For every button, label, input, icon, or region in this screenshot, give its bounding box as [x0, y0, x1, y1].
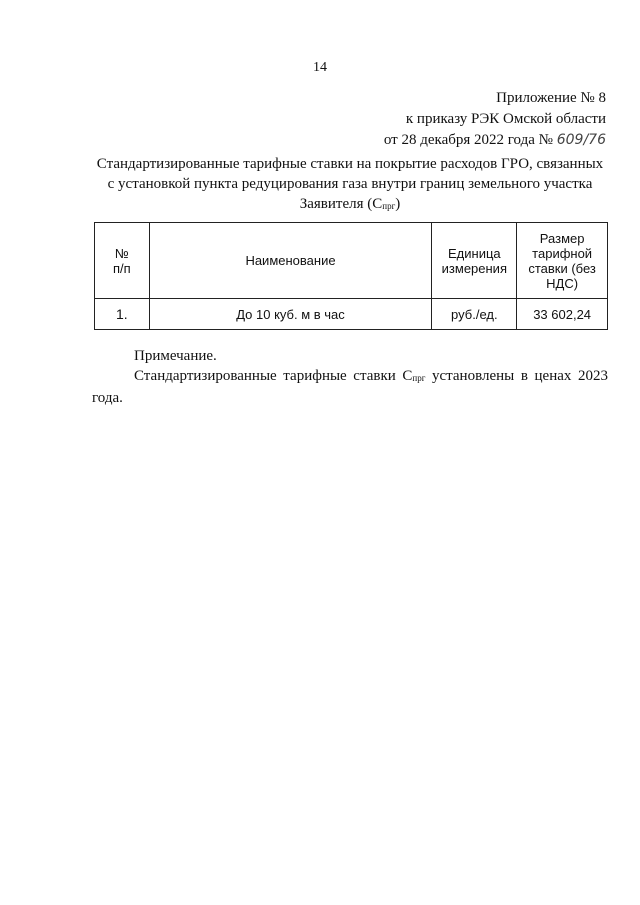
appendix-title: Приложение № 8 [496, 90, 606, 106]
title-close: ) [395, 196, 401, 212]
appendix-order-date [384, 130, 606, 151]
row-num: 1. [95, 299, 150, 330]
row-name: До 10 куб. м в час [149, 299, 432, 330]
note-section [92, 346, 608, 408]
title-subscript: прг [382, 201, 396, 211]
table-row [95, 299, 608, 330]
handwritten-order-number: 609/76 [556, 132, 606, 148]
note-text [92, 366, 608, 408]
appendix-date-text: от 28 декабря 2022 года № [383, 132, 553, 148]
title-line-2: с установкой пункта редуцирования газа внутри границ земельного участка [107, 176, 593, 192]
header-num-line-2: п/п [112, 260, 131, 276]
page-number: 14 [313, 60, 327, 75]
header-num [95, 223, 150, 299]
header-rate-line-4: НДС) [546, 275, 579, 291]
title-line-1: Стандартизированные тарифные ставки на покрытие расходов ГРО, связанных [96, 156, 604, 172]
header-name: Наименование [149, 223, 432, 299]
note-text-before: Стандартизированные тарифные ставки С [134, 368, 413, 384]
header-unit-line-2: измерения [441, 260, 507, 276]
note-text-after: установлены в ценах 2023 года. [92, 368, 608, 406]
header-rate-line-1: Размер [539, 230, 585, 246]
header-rate [517, 223, 608, 299]
document-title [80, 154, 620, 216]
header-unit-line-1: Единица [448, 245, 501, 261]
header-num-line-1: № [114, 245, 129, 261]
table-header-row [95, 223, 608, 299]
row-unit: руб./ед. [432, 299, 517, 330]
header-rate-line-3: ставки (без [528, 260, 596, 276]
appendix-order-ref: к приказу РЭК Омской области [405, 111, 606, 127]
title-line-3 [80, 194, 620, 216]
row-rate: 33 602,24 [517, 299, 608, 330]
note-heading: Примечание. [134, 348, 217, 364]
tariff-table [94, 222, 608, 330]
header-unit [432, 223, 517, 299]
note-subscript: прг [412, 373, 426, 383]
appendix-header [384, 88, 606, 151]
title-line-3-text: Заявителя (С [299, 196, 383, 212]
header-rate-line-2: тарифной [532, 245, 593, 261]
